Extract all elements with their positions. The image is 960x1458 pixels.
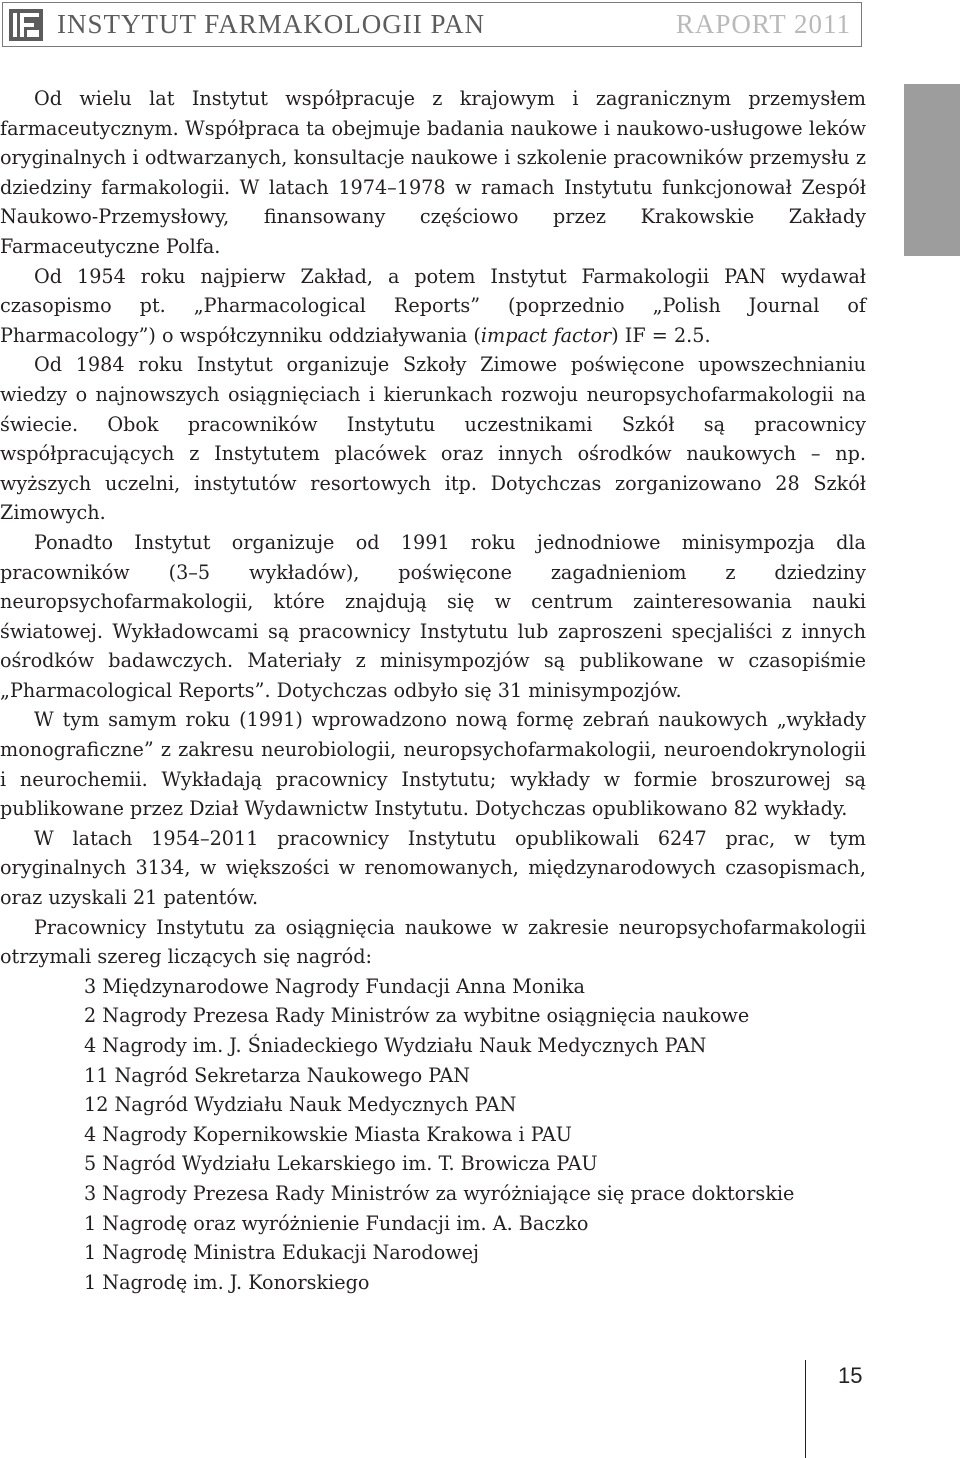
paragraph-journal xyxy=(0,262,866,351)
award-item: 12 Nagród Wydziału Nauk Medycznych PAN xyxy=(84,1093,517,1117)
page-header xyxy=(2,2,862,47)
page-number: 15 xyxy=(838,1363,863,1388)
award-item: 4 Nagrody im. J. Śniadeckiego Wydziału Nauk Medycznych PAN xyxy=(84,1034,707,1057)
paragraph-publications: W latach 1954–2011 pracownicy Instytutu opublikowali 6247 prac, w tym oryginalnych 3134, w większości w renomowanych, międzynarodowych czasopismach, oraz uzyskali 21 patentów. xyxy=(0,826,866,910)
report-title: RAPORT 2011 xyxy=(675,9,851,39)
paragraph-industry-cooperation: Od wielu lat Instytut współpracuje z krajowym i zagranicznym przemysłem farmaceutycznym. Współpraca ta obejmuje badania naukowe i naukowo-usługowe leków oryginalnych i odtwarzanych, konsultacje naukowe i szkolenie pracowników przemysłu z dziedziny farmakologii. W latach 1974–1978 w ramach Instytutu funkcjonował Zespół Naukowo-Przemysłowy, finansowany częściowo przez Krakowskie Zakłady Farmaceutyczne Polfa. xyxy=(0,87,866,258)
awards-list xyxy=(0,972,866,1298)
award-item: 1 Nagrodę oraz wyróżnienie Fundacji im. A. Baczko xyxy=(84,1211,589,1235)
award-item: 1 Nagrodę Ministra Edukacji Narodowej xyxy=(84,1241,479,1265)
paragraph-minisymposia: Ponadto Instytut organizuje od 1991 roku jednodniowe minisympozja dla pracowników (3–5 wykładów), poświęcone zagadnieniom z dziedziny neuropsychofarmakologii, które znajdują się w centrum zainteresowania nauki światowej. Wykładowcami są pracownicy Instytutu lub zaproszeni specjaliści z innych ośrodków badawczych. Materiały z minisympozjów są publikowane w czasopiśmie „Pharmacological Reports”. Dotychczas odbyło się 31 minisympozjów. xyxy=(0,530,866,702)
award-item: 11 Nagród Sekretarza Naukowego PAN xyxy=(84,1063,471,1087)
award-item: 5 Nagród Wydziału Lekarskiego im. T. Browicza PAU xyxy=(84,1152,598,1176)
page-number-divider xyxy=(805,1360,806,1458)
award-item: 3 Międzynarodowe Nagrody Fundacji Anna Monika xyxy=(84,974,585,998)
award-item: 4 Nagrody Kopernikowskie Miasta Krakowa i PAU xyxy=(84,1122,572,1146)
chapter-tab-marker xyxy=(904,84,960,256)
paragraph-winter-schools: Od 1984 roku Instytut organizuje Szkoły Zimowe poświęcone upowszechnianiu wiedzy o najnowszych osiągnięciach i kierunkach rozwoju neuropsychofarmakologii na świecie. Obok pracowników Instytutu uczestnikami Szkół są pracownicy współpracujących z Instytutem placówek oraz innych ośrodków naukowych – np. wyższych uczelni, instytutów resortowych itp. Dotychczas zorganizowano 28 Szkół Zimowych. xyxy=(0,353,866,525)
award-item: 2 Nagrody Prezesa Rady Ministrów za wybitne osiągnięcia naukowe xyxy=(84,1004,750,1028)
institute-title: INSTYTUT FARMAKOLOGII PAN xyxy=(57,9,486,39)
ifpan-logo-icon xyxy=(9,9,43,41)
paragraph-monograph-lectures: W tym samym roku (1991) wprowadzono nową formę zebrań naukowych „wykłady monograficzne” z zakresu neurobiologii, neuropsychofarmakologii, neuroendokrynologii i neurochemii. Wykładają pracownicy Instytutu; wykłady w formie broszurowej są publikowane przez Dział Wydawnictw Instytutu. Dotychczas opublikowano 82 wykłady. xyxy=(0,708,866,821)
main-content xyxy=(0,84,866,1297)
paragraph-journal-text: Od 1954 roku najpierw Zakład, a potem Instytut Farmakologii PAN wydawał czasopismo pt. „Pharmacological Reports” (poprzednio „Polish Journal of Pharmacology”) o współczynniku oddziaływania (impact factor) IF = 2.5. xyxy=(0,264,866,347)
paragraph-awards-intro: Pracownicy Instytutu za osiągnięcia naukowe w zakresie neuropsychofarmakologii otrzymali szereg liczących się nagród: xyxy=(0,915,866,969)
award-item: 1 Nagrodę im. J. Konorskiego xyxy=(84,1270,370,1294)
award-item: 3 Nagrody Prezesa Rady Ministrów za wyróżniające się prace doktorskie xyxy=(84,1181,795,1205)
